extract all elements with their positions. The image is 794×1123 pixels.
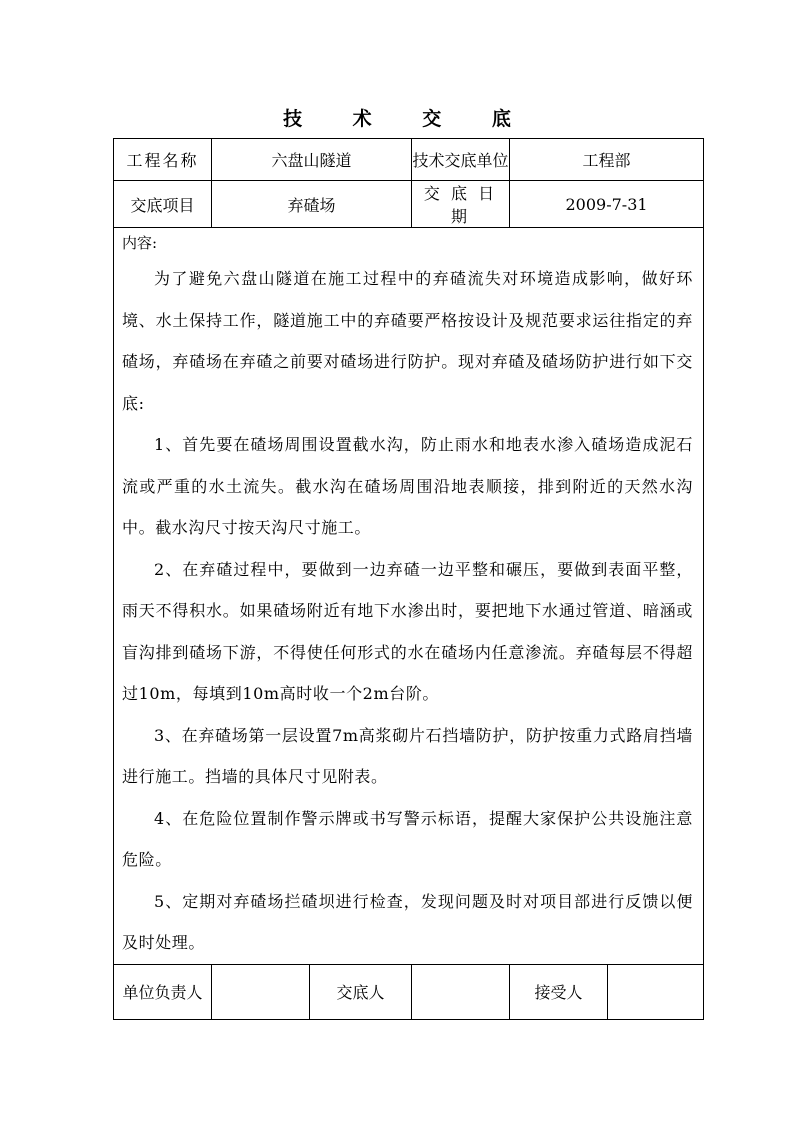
content-paragraph-2: 2、在弃碴过程中，要做到一边弃碴一边平整和碾压，要做到表面平整，雨天不得积水。如果碴场附近有地下水渗出时，要把地下水通过管道、暗涵或盲沟排到碴场下游，不得使任何形式的水在碴场内任意渗流。弃碴每层不得超过10m，每填到10m高时收一个2m台阶。	[122, 559, 694, 703]
content-paragraph-1: 1、首先要在碴场周围设置截水沟，防止雨水和地表水渗入碴场造成泥石流或严重的水土流失。截水沟在碴场周围沿地表顺接，排到附近的天然水沟中。截水沟尺寸按天沟尺寸施工。	[122, 435, 694, 537]
unit-head-label: 单位负责人	[114, 964, 212, 1019]
content-paragraph-3: 3、在弃碴场第一层设置7m高浆砌片石挡墙防护，防护按重力式路肩挡墙进行施工。挡墙的具体尺寸见附表。	[122, 725, 694, 786]
disclosure-unit-label: 技术交底单位	[412, 139, 510, 181]
receiver-label: 接受人	[510, 964, 608, 1019]
content-paragraph-intro: 为了避免六盘山隧道在施工过程中的弃碴流失对环境造成影响，做好环境、水土保持工作，隧道施工中的弃碴要严格按设计及规范要求运往指定的弃碴场，弃碴场在弃碴之前要对碴场进行防护。现对弃碴及碴场防护进行如下交底:	[122, 269, 694, 413]
document-title: 技 术 交 底	[283, 108, 533, 130]
content-cell	[114, 228, 704, 965]
disclosure-date-value: 2009-7-31	[510, 181, 704, 228]
disclosure-date-label: 交 底 日 期	[412, 181, 510, 228]
discloser-label: 交底人	[310, 964, 412, 1019]
content-heading: 内容:	[122, 234, 158, 252]
disclosure-item-label: 交底项目	[114, 181, 212, 228]
receiver-signature-field[interactable]	[608, 964, 704, 1019]
content-paragraph-4: 4、在危险位置制作警示牌或书写警示标语，提醒大家保护公共设施注意危险。	[122, 808, 694, 869]
item-row	[114, 181, 704, 228]
signature-row	[114, 964, 704, 1019]
content-row	[114, 228, 704, 965]
disclosure-unit-value: 工程部	[510, 139, 704, 181]
disclosure-form-table	[113, 138, 704, 1020]
content-paragraph-5: 5、定期对弃碴场拦碴坝进行检查，发现问题及时对项目部进行反馈以便及时处理。	[122, 891, 694, 952]
disclosure-item-value: 弃碴场	[212, 181, 412, 228]
project-name-label: 工程名称	[114, 139, 212, 181]
unit-head-signature-field[interactable]	[212, 964, 310, 1019]
project-name-value: 六盘山隧道	[212, 139, 412, 181]
project-row	[114, 139, 704, 181]
discloser-signature-field[interactable]	[412, 964, 510, 1019]
